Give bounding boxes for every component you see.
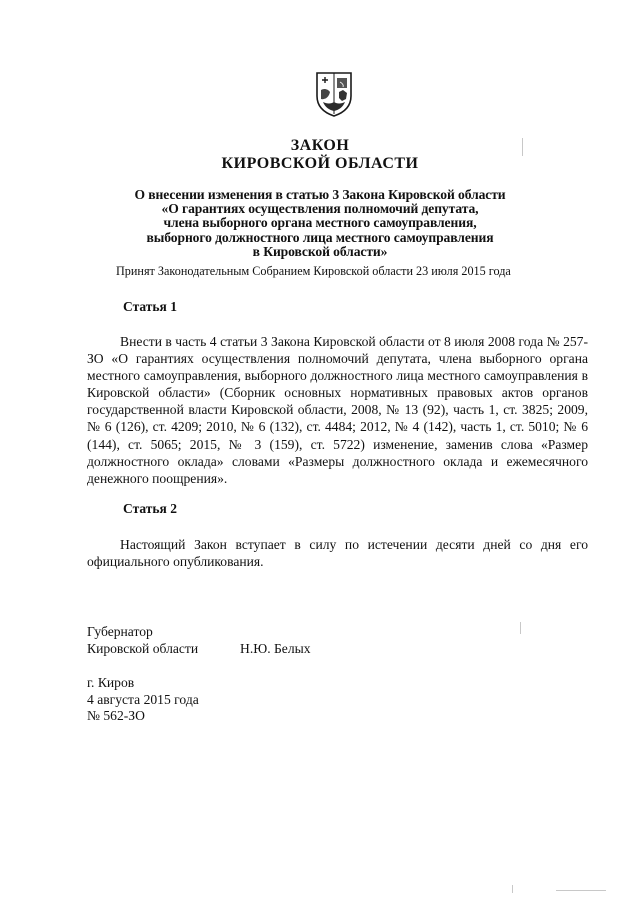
document-subject [40, 188, 600, 259]
place-date-block [87, 675, 199, 725]
article-2-text: Настоящий Закон вступает в силу по истечении десяти дней со дня его официального опубликования. [87, 537, 588, 570]
subject-line: «О гарантиях осуществления полномочий депутата, [161, 201, 479, 217]
document-title: ЗАКОН [290, 137, 350, 154]
law-number: № 562-ЗО [87, 708, 145, 723]
subject-line: О внесении изменения в статью 3 Закона Кировской области [134, 187, 506, 202]
scan-artifact [556, 890, 606, 891]
article-1-heading: Статья 1 [123, 299, 177, 314]
signatory-position: Губернатор [87, 624, 153, 639]
signatory-name: Н.Ю. Белых [240, 640, 311, 656]
coat-of-arms-icon [314, 70, 354, 118]
subject-line: члена выборного органа местного самоуправления, [163, 215, 477, 231]
subject-line: выборного должностного лица местного самоуправления [146, 229, 494, 245]
scan-artifact [522, 138, 523, 156]
signature-block [87, 624, 311, 657]
signing-date: 4 августа 2015 года [87, 691, 199, 707]
article-2-heading: Статья 2 [123, 501, 177, 516]
subject-line: в Кировской области» [252, 243, 388, 259]
adoption-note: Принят Законодательным Собранием Кировской области 23 июля 2015 года [116, 264, 511, 278]
signing-place: г. Киров [87, 675, 135, 690]
article-1-text: Внести в часть 4 статьи 3 Закона Кировской области от 8 июля 2008 года № 257-ЗО «О гарантиях осуществления полномочий депутата, члена выборного органа местного самоуправления, выборного должностного лица местного самоуправления в Кировской области» (Сборник основных нормативных правовых актов органов государственной власти Кировской области, 2008, № 13 (92), часть 1, ст. 3825; 2009, № 6 (126), ст. 4209; 2010, № 6 (132), ст. 4484; 2012, № 4 (142), часть 1, ст. 5010; № 6 (144), ст. 5065; 2015, № 3 (159), ст. 5722) изменение, заменив слова «Размер должностного оклада» словами «Размеры должностного оклада и ежемесячного денежного поощрения». [87, 334, 588, 486]
scan-artifact [520, 622, 521, 634]
document-region: КИРОВСКОЙ ОБЛАСТИ [221, 155, 419, 172]
signature-row [87, 641, 311, 658]
signatory-region: Кировской области [87, 640, 199, 656]
scan-artifact [512, 885, 513, 893]
